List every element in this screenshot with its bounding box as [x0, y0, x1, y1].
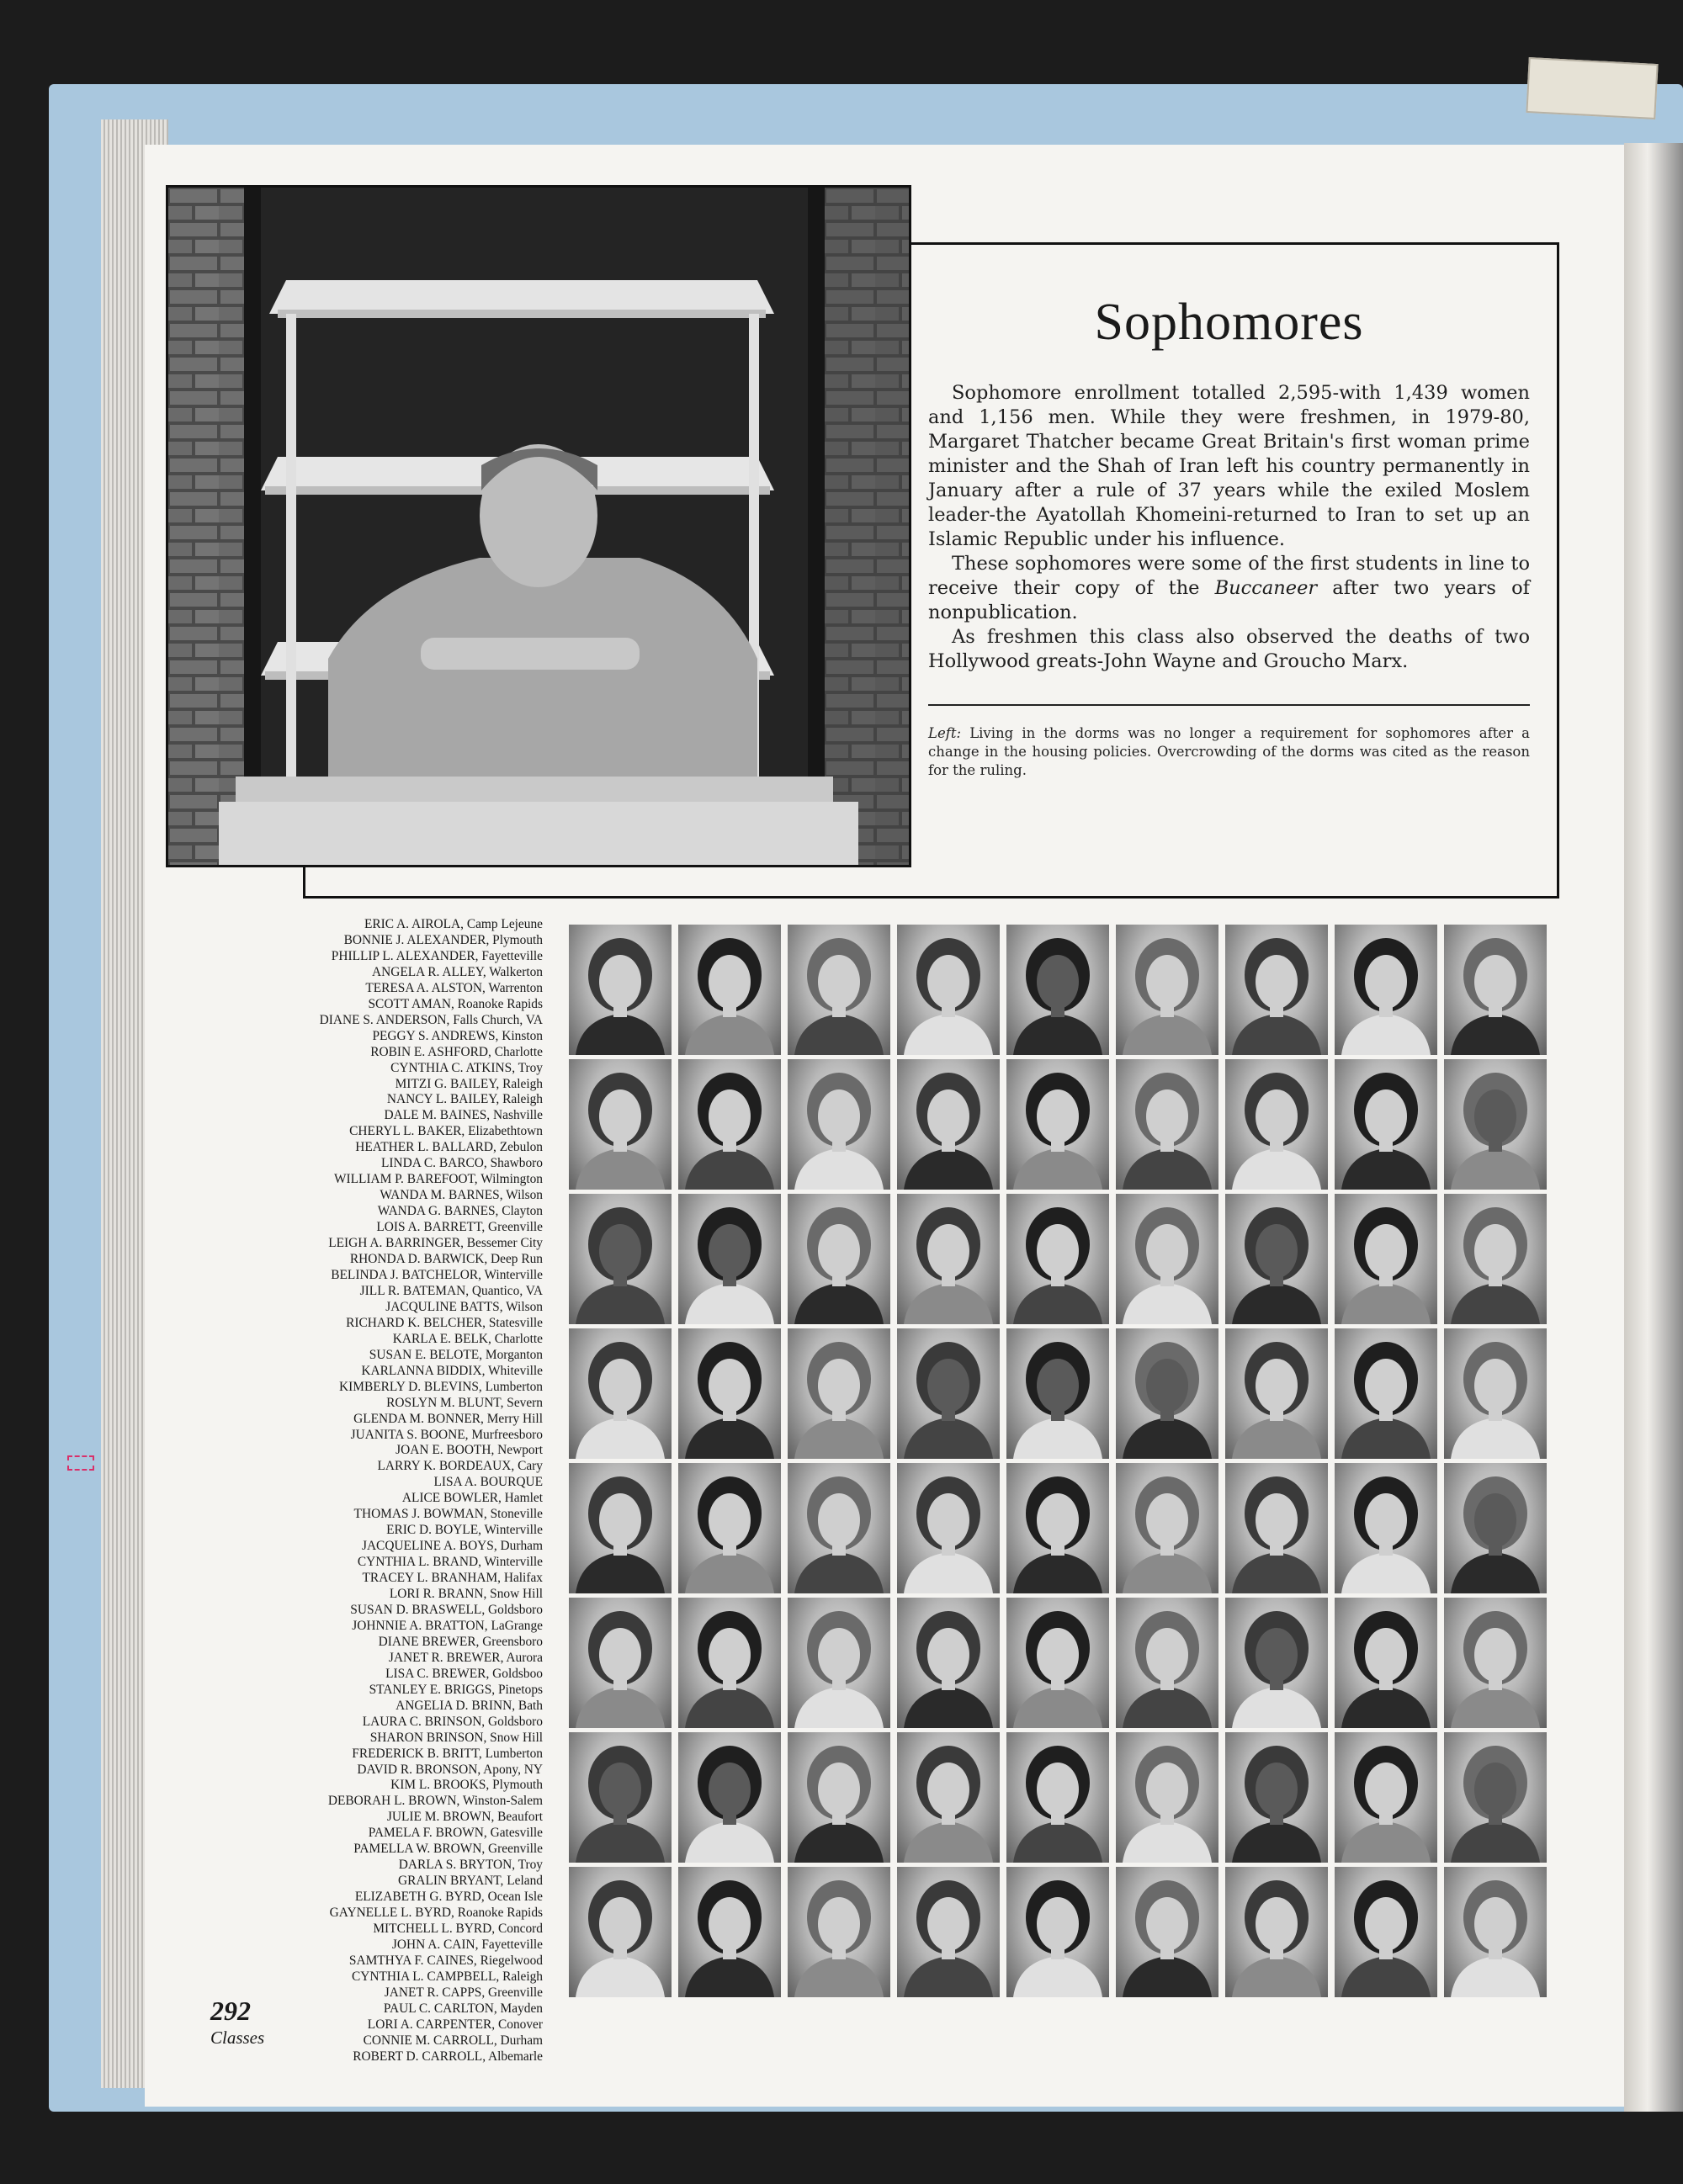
student-portrait	[569, 1867, 672, 1997]
student-name: PAMELA F. BROWN, Gatesville	[368, 1826, 543, 1841]
student-portrait	[1444, 1867, 1547, 1997]
student-portrait	[788, 1598, 890, 1728]
student-portrait	[1444, 1732, 1547, 1863]
student-name: JANET R. BREWER, Aurora	[388, 1650, 543, 1665]
student-portrait	[1006, 1059, 1109, 1190]
student-portrait	[678, 1194, 781, 1324]
student-name: PAUL C. CARLTON, Mayden	[383, 2001, 543, 2016]
student-portrait	[678, 1059, 781, 1190]
student-name: CONNIE M. CARROLL, Durham	[363, 2033, 543, 2048]
student-name: LOIS A. BARRETT, Greenville	[376, 1220, 543, 1235]
student-name: ROSLYN M. BLUNT, Severn	[386, 1395, 543, 1410]
student-name: WILLIAM P. BAREFOOT, Wilmington	[333, 1172, 543, 1187]
student-name: GAYNELLE L. BYRD, Roanoke Rapids	[329, 1906, 543, 1921]
name-list	[252, 917, 543, 2065]
student-name: JUANITA S. BOONE, Murfreesboro	[350, 1427, 543, 1442]
student-portrait	[897, 1059, 1000, 1190]
student-name: DALE M. BAINES, Nashville	[384, 1108, 543, 1123]
student-name: STANLEY E. BRIGGS, Pinetops	[369, 1682, 543, 1697]
student-name: JACQUELINE A. BOYS, Durham	[361, 1539, 543, 1554]
student-portrait	[1225, 1328, 1328, 1459]
student-name: JACQULINE BATTS, Wilson	[385, 1299, 543, 1314]
student-portrait	[897, 1194, 1000, 1324]
student-portrait	[1006, 1732, 1109, 1863]
student-portrait	[1116, 1328, 1218, 1459]
student-name: KARLANNA BIDDIX, Whiteville	[361, 1363, 543, 1378]
student-portrait	[1444, 925, 1547, 1055]
student-name: TERESA A. ALSTON, Warrenton	[365, 980, 543, 995]
student-portrait	[788, 1328, 890, 1459]
student-portrait	[788, 1194, 890, 1324]
student-name: PAMELLA W. BROWN, Greenville	[353, 1842, 543, 1857]
caption-text: Living in the dorms was no longer a requirement for sophomores after a change in the housing policies. Overcrowding of the dorms was cited as the reason for the ruling.	[928, 725, 1530, 778]
student-portrait	[569, 1328, 672, 1459]
student-portrait	[1335, 1598, 1437, 1728]
page-title: Sophomores	[1094, 294, 1364, 351]
student-name: WANDA G. BARNES, Clayton	[377, 1204, 543, 1219]
student-name: FREDERICK B. BRITT, Lumberton	[352, 1746, 543, 1761]
student-portrait	[678, 1598, 781, 1728]
student-name: SUSAN E. BELOTE, Morganton	[369, 1347, 543, 1362]
student-portrait	[1335, 925, 1437, 1055]
student-name: ERIC D. BOYLE, Winterville	[386, 1523, 543, 1538]
student-name: DIANE BREWER, Greensboro	[378, 1634, 543, 1649]
student-portrait	[1116, 1867, 1218, 1997]
student-portrait	[897, 1463, 1000, 1593]
student-portrait	[1335, 1867, 1437, 1997]
student-portrait	[897, 1328, 1000, 1459]
student-name: DIANE S. ANDERSON, Falls Church, VA	[319, 1012, 543, 1027]
student-portrait	[1116, 1059, 1218, 1190]
student-name: RICHARD K. BELCHER, Statesville	[346, 1315, 543, 1330]
student-name: HEATHER L. BALLARD, Zebulon	[355, 1140, 543, 1155]
student-portrait	[788, 1732, 890, 1863]
book-gutter	[1624, 143, 1683, 2112]
student-portrait	[1444, 1059, 1547, 1190]
student-name: LAURA C. BRINSON, Goldsboro	[362, 1714, 543, 1729]
student-portrait	[1006, 1194, 1109, 1324]
student-name: SUSAN D. BRASWELL, Goldsboro	[350, 1602, 543, 1617]
section-label: Classes	[210, 2028, 265, 2048]
student-portrait	[1444, 1463, 1547, 1593]
student-name: KIM L. BROOKS, Plymouth	[390, 1778, 543, 1793]
student-portrait	[1225, 1194, 1328, 1324]
student-portrait	[1335, 1732, 1437, 1863]
student-name: LINDA C. BARCO, Shawboro	[381, 1156, 543, 1171]
student-portrait	[569, 1598, 672, 1728]
student-name: NANCY L. BAILEY, Raleigh	[386, 1092, 543, 1107]
student-name: BONNIE J. ALEXANDER, Plymouth	[343, 932, 543, 947]
student-name: JOHN A. CAIN, Fayetteville	[391, 1938, 543, 1952]
student-name: DARLA S. BRYTON, Troy	[398, 1858, 543, 1873]
paragraph-hollywood: As freshmen this class also observed the deaths of two Hollywood greats-John Wayne and Groucho Marx.	[928, 626, 1530, 672]
student-name: DEBORAH L. BROWN, Winston-Salem	[327, 1794, 543, 1809]
student-portrait	[1116, 925, 1218, 1055]
divider-rule	[928, 704, 1530, 706]
student-portrait	[569, 1732, 672, 1863]
student-portrait	[897, 1598, 1000, 1728]
student-name: JULIE M. BROWN, Beaufort	[386, 1810, 543, 1825]
student-name: JOAN E. BOOTH, Newport	[396, 1443, 543, 1458]
ribbon-tab	[1526, 57, 1658, 119]
student-portrait	[1006, 1463, 1109, 1593]
student-portrait	[1225, 1867, 1328, 1997]
portrait-grid	[569, 925, 1547, 1997]
student-name: CYNTHIA C. ATKINS, Troy	[390, 1060, 543, 1075]
student-portrait	[1225, 925, 1328, 1055]
student-name: LARRY K. BORDEAUX, Cary	[377, 1459, 543, 1474]
student-portrait	[569, 1059, 672, 1190]
student-name: THOMAS J. BOWMAN, Stoneville	[353, 1507, 543, 1522]
paragraph-buccaneer: These sophomores were some of the first students in line to receive their copy of the Buccaneer after two years of nonpublication.	[928, 553, 1530, 623]
window-photo	[166, 185, 911, 867]
student-portrait	[1225, 1732, 1328, 1863]
caption-lead: Left:	[928, 725, 962, 741]
student-name: JOHNNIE A. BRATTON, LaGrange	[352, 1618, 543, 1633]
student-name: KARLA E. BELK, Charlotte	[392, 1331, 543, 1346]
student-name: BELINDA J. BATCHELOR, Winterville	[331, 1267, 543, 1282]
student-portrait	[788, 1059, 890, 1190]
student-name: PHILLIP L. ALEXANDER, Fayetteville	[331, 948, 543, 963]
student-portrait	[1006, 1328, 1109, 1459]
student-name: JANET R. CAPPS, Greenville	[384, 1985, 543, 2000]
student-portrait	[1335, 1328, 1437, 1459]
student-portrait	[678, 1328, 781, 1459]
student-portrait	[678, 1732, 781, 1863]
student-name: CYNTHIA L. CAMPBELL, Raleigh	[351, 1969, 543, 1984]
student-portrait	[678, 925, 781, 1055]
student-portrait	[1006, 1598, 1109, 1728]
student-portrait	[1116, 1463, 1218, 1593]
student-portrait	[1225, 1598, 1328, 1728]
student-name: PEGGY S. ANDREWS, Kinston	[372, 1028, 543, 1043]
student-portrait	[788, 925, 890, 1055]
student-name: GLENDA M. BONNER, Merry Hill	[353, 1411, 543, 1426]
student-name: TRACEY L. BRANHAM, Halifax	[362, 1571, 543, 1586]
student-name: ANGELIA D. BRINN, Bath	[396, 1698, 543, 1713]
page-number: 292	[210, 1996, 251, 2026]
student-name: SHARON BRINSON, Snow Hill	[369, 1730, 543, 1745]
text-column	[928, 242, 1530, 780]
student-portrait	[1006, 925, 1109, 1055]
student-portrait	[1335, 1059, 1437, 1190]
student-name: ALICE BOWLER, Hamlet	[401, 1491, 543, 1506]
photo-caption	[928, 724, 1530, 780]
student-name: MITCHELL L. BYRD, Concord	[373, 1922, 543, 1937]
student-portrait	[897, 1867, 1000, 1997]
student-portrait	[1335, 1463, 1437, 1593]
student-name: MITZI G. BAILEY, Raleigh	[395, 1076, 543, 1091]
student-name: LISA A. BOURQUE	[433, 1475, 543, 1490]
student-portrait	[1116, 1732, 1218, 1863]
student-name: ANGELA R. ALLEY, Walkerton	[372, 964, 543, 979]
student-name: GRALIN BRYANT, Leland	[398, 1874, 543, 1889]
student-name: SAMTHYA F. CAINES, Riegelwood	[348, 1953, 543, 1968]
student-name: WANDA M. BARNES, Wilson	[380, 1188, 543, 1203]
student-portrait	[1116, 1598, 1218, 1728]
student-name: ROBIN E. ASHFORD, Charlotte	[370, 1044, 543, 1059]
student-portrait	[1006, 1867, 1109, 1997]
student-portrait	[897, 925, 1000, 1055]
student-name: SCOTT AMAN, Roanoke Rapids	[368, 996, 543, 1011]
student-name: ERIC A. AIROLA, Camp Lejeune	[364, 917, 543, 931]
student-name: KIMBERLY D. BLEVINS, Lumberton	[339, 1379, 543, 1394]
student-name: CHERYL L. BAKER, Elizabethtown	[349, 1124, 543, 1139]
student-portrait	[1225, 1463, 1328, 1593]
student-portrait	[569, 1194, 672, 1324]
window-photo-image	[168, 188, 909, 865]
student-portrait	[788, 1867, 890, 1997]
student-name: ROBERT D. CARROLL, Albemarle	[353, 2049, 543, 2064]
student-portrait	[788, 1463, 890, 1593]
student-portrait	[678, 1463, 781, 1593]
student-name: DAVID R. BRONSON, Apony, NY	[357, 1762, 543, 1777]
student-portrait	[897, 1732, 1000, 1863]
student-name: LEIGH A. BARRINGER, Bessemer City	[328, 1236, 543, 1251]
student-name: ELIZABETH G. BYRD, Ocean Isle	[354, 1890, 543, 1905]
page-sticker	[67, 1455, 94, 1471]
student-portrait	[569, 1463, 672, 1593]
student-name: JILL R. BATEMAN, Quantico, VA	[359, 1283, 543, 1298]
student-portrait	[569, 925, 672, 1055]
student-portrait	[1444, 1328, 1547, 1459]
student-portrait	[1116, 1194, 1218, 1324]
student-portrait	[1444, 1194, 1547, 1324]
student-portrait	[1335, 1194, 1437, 1324]
student-name: RHONDA D. BARWICK, Deep Run	[349, 1252, 543, 1267]
student-name: LORI R. BRANN, Snow Hill	[389, 1587, 543, 1602]
student-name: LORI A. CARPENTER, Conover	[367, 2017, 543, 2032]
student-portrait	[678, 1867, 781, 1997]
student-portrait	[1225, 1059, 1328, 1190]
student-name: CYNTHIA L. BRAND, Winterville	[357, 1555, 543, 1570]
student-portrait	[1444, 1598, 1547, 1728]
student-name: LISA C. BREWER, Goldsboo	[385, 1666, 543, 1681]
paragraph-enrollment: Sophomore enrollment totalled 2,595-with 1,439 women and 1,156 men. While they were freshmen, in 1979-80, Margaret Thatcher became Great Britain's first woman prime minister and the Shah of Iran left his country permanently in January after a rule of 37 years while the exiled Moslem leader-the Ayatollah Khomeini-returned to Iran to set up an Islamic Republic under his influence.	[928, 382, 1530, 550]
